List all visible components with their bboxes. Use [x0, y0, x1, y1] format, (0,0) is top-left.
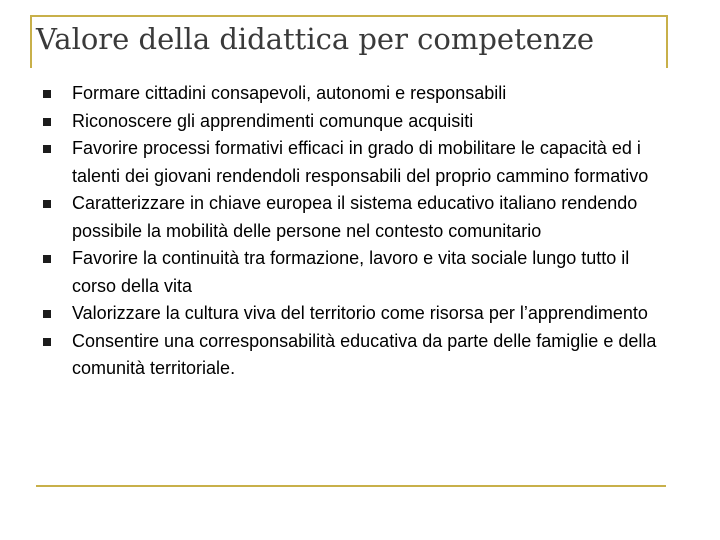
bullet-item: [40, 300, 660, 328]
bullet-text: Favorire la continuità tra formazione, lavoro e vita sociale lungo tutto il corso della vita: [72, 248, 630, 296]
square-bullet-icon: [43, 145, 51, 153]
square-bullet-icon: [43, 338, 51, 346]
bullet-item: [40, 108, 660, 136]
bullet-text: Valorizzare la cultura viva del territorio come risorsa per l’apprendimento: [72, 303, 648, 323]
bullet-list: [40, 80, 660, 383]
bottom-divider-line: [36, 485, 666, 487]
bullet-text: Formare cittadini consapevoli, autonomi e responsabili: [72, 83, 507, 103]
title-frame-right-line: [666, 15, 668, 68]
bullet-item: [40, 328, 660, 383]
slide-title: Valore della didattica per competenze: [36, 22, 595, 56]
bullet-text: Riconoscere gli apprendimenti comunque acquisiti: [72, 110, 474, 131]
bullet-text: Favorire processi formativi efficaci in grado di mobilitare le capacità ed i talenti dei giovani rendendoli responsabili del proprio cammino formativo: [72, 138, 649, 186]
bullet-item: [40, 80, 660, 108]
square-bullet-icon: [43, 310, 51, 318]
bullet-text: Consentire una corresponsabilità educativa da parte delle famiglie e della comunità territoriale.: [72, 330, 657, 378]
bullet-item: [40, 135, 660, 190]
bullet-item: [40, 245, 660, 300]
square-bullet-icon: [43, 200, 51, 208]
title-frame-left-line: [30, 15, 32, 68]
bullet-item: [40, 190, 660, 245]
square-bullet-icon: [43, 118, 51, 126]
bullet-text: Caratterizzare in chiave europea il sistema educativo italiano rendendo possibile la mobilità delle persone nel contesto comunitario: [72, 193, 638, 241]
square-bullet-icon: [43, 255, 51, 263]
square-bullet-icon: [43, 90, 51, 98]
